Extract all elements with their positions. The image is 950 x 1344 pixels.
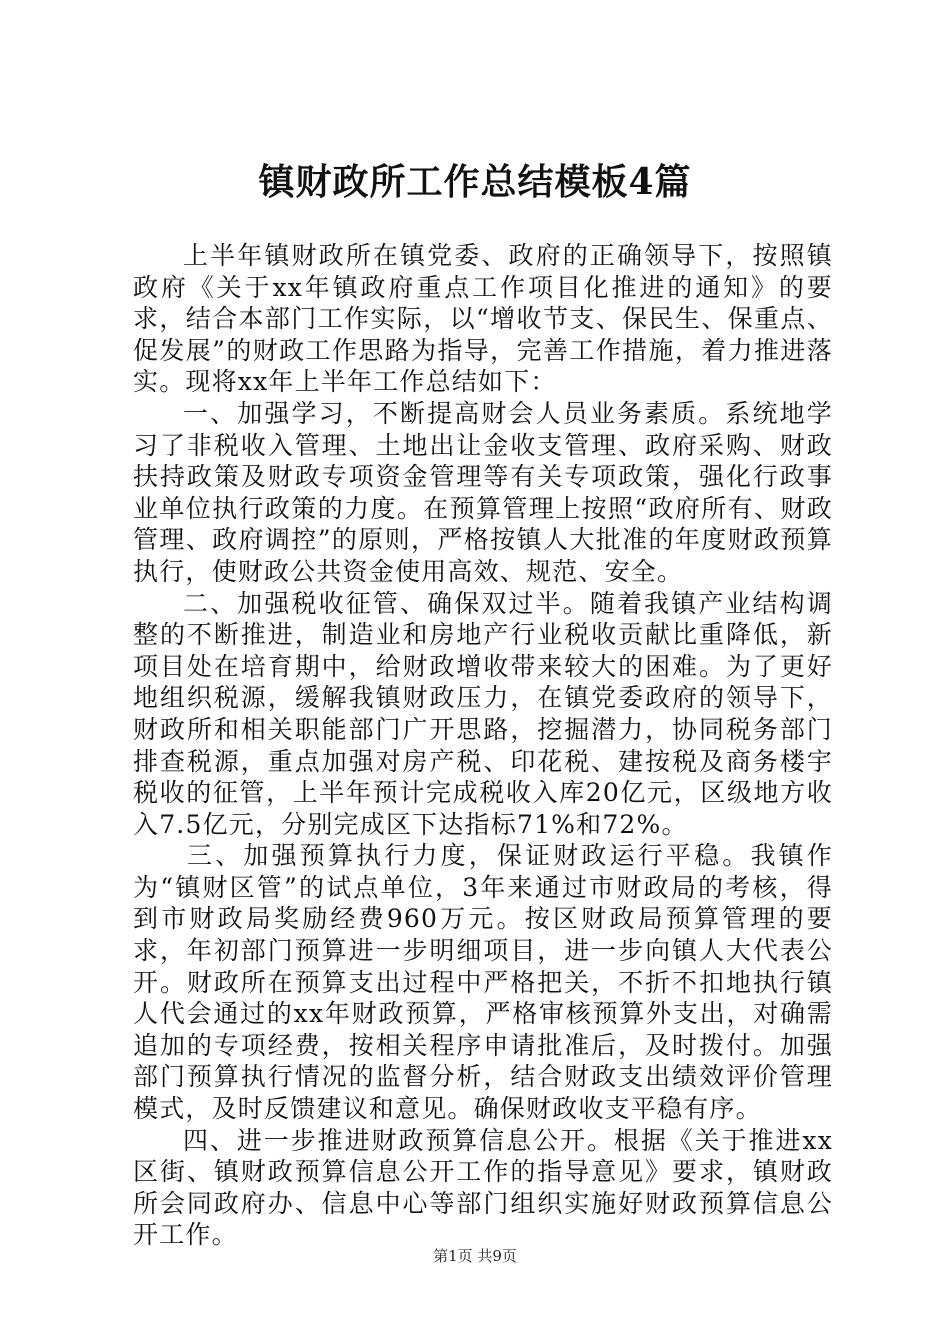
paragraph-section-2: 二、加强税收征管、确保双过半。随着我镇产业结构调整的不断推进，制造业和房地产行业税收贡献比重降低，新项目处在培育期中，给财政增收带来较大的困难。为了更好地组织税源，缓解我镇财政压力，在镇党委政府的领导下，财政所和相关职能部门广开思路，挖掘潜力，协同税务部门排查税源，重点加强对房产税、印花税、建按税及商务楼宇税收的征管，上半年预计完成税收入库20亿元，区级地方收入7.5亿元，分别完成区下达指标71%和72%。 bbox=[133, 588, 833, 839]
paragraph-section-4: 四、进一步推进财政预算信息公开。根据《关于推进xx区街、镇财政预算信息公开工作的指导意见》要求，镇财政所会同政府办、信息中心等部门组织实施好财政预算信息公开工作。 bbox=[133, 1125, 833, 1250]
paragraph-section-3: 三、加强预算执行力度，保证财政运行平稳。我镇作为“镇财区管”的试点单位，3年来通过市财政局的考核，得到市财政局奖励经费960万元。按区财政局预算管理的要求，年初部门预算进一步明细项目，进一步向镇人大代表公开。财政所在预算支出过程中严格把关，不折不扣地执行镇人代会通过的xx年财政预算，严格审核预算外支出，对确需追加的专项经费，按相关程序申请批准后，及时拨付。加强部门预算执行情况的监督分析，结合财政支出绩效评价管理模式，及时反馈建议和意见。确保财政收支平稳有序。 bbox=[133, 841, 833, 1124]
page-number-footer: 第1页 共9页 bbox=[433, 1247, 517, 1265]
paragraph-section-1: 一、加强学习，不断提高财会人员业务素质。系统地学习了非税收入管理、土地出让金收支管理、政府采购、财政扶持政策及财政专项资金管理等有关专项政策，强化行政事业单位执行政策的力度。在预算管理上按照“政府所有、财政管理、政府调控”的原则，严格按镇人大批准的年度财政预算执行，使财政公共资金使用高效、规范、安全。 bbox=[133, 398, 833, 586]
document-title: 镇财政所工作总结模板4篇 bbox=[258, 161, 692, 203]
paragraph-intro: 上半年镇财政所在镇党委、政府的正确领导下，按照镇政府《关于xx年镇政府重点工作项目化推进的通知》的要求，结合本部门工作实际，以“增收节支、保民生、保重点、促发展”的财政工作思路为指导，完善工作措施，着力推进落实。现将xx年上半年工作总结如下： bbox=[133, 241, 833, 397]
document-body bbox=[133, 240, 833, 1251]
